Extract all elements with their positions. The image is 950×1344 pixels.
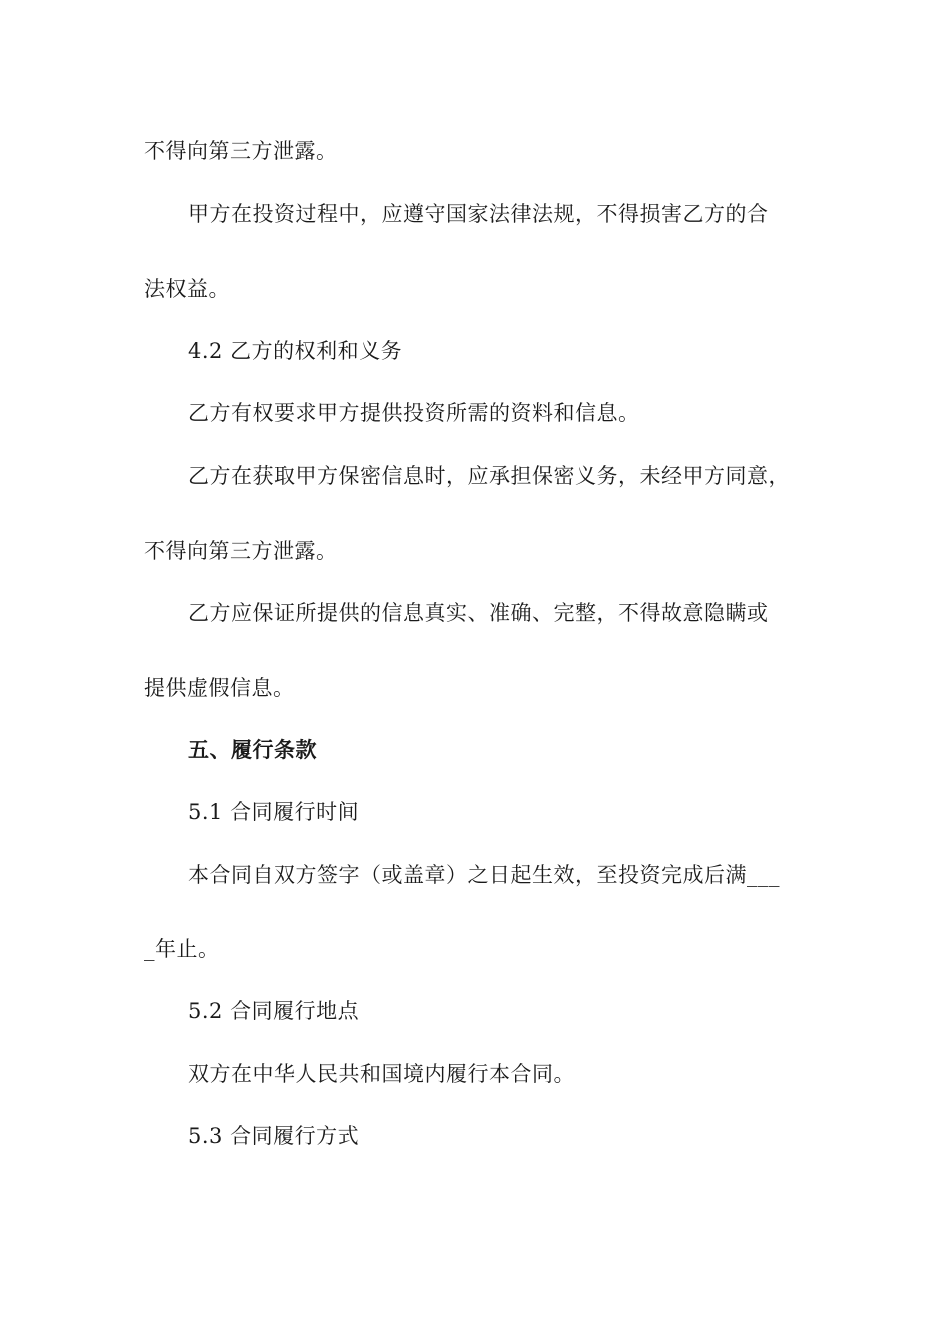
paragraph-line: 本合同自双方签字（或盖章）之日起生效，至投资完成后满___: [188, 863, 780, 887]
paragraph-line: 乙方在获取甲方保密信息时，应承担保密义务，未经甲方同意，: [188, 464, 790, 488]
paragraph-line: 提供虚假信息。: [144, 676, 295, 700]
paragraph-line: 甲方在投资过程中，应遵守国家法律法规，不得损害乙方的合: [188, 202, 769, 226]
section-heading: 4.2 乙方的权利和义务: [188, 339, 403, 363]
section-heading: 5.1 合同履行时间: [188, 800, 360, 824]
section-heading: 5.2 合同履行地点: [188, 999, 360, 1023]
paragraph-line: 不得向第三方泄露。: [144, 539, 338, 563]
paragraph-line: 乙方有权要求甲方提供投资所需的资料和信息。: [188, 401, 640, 425]
paragraph-line: 不得向第三方泄露。: [144, 139, 338, 163]
paragraph-line: _年止。: [144, 937, 220, 961]
chapter-heading: 五、履行条款: [188, 738, 317, 762]
paragraph-line: 法权益。: [144, 277, 230, 301]
section-heading: 5.3 合同履行方式: [188, 1124, 360, 1148]
paragraph-line: 乙方应保证所提供的信息真实、准确、完整，不得故意隐瞒或: [188, 601, 769, 625]
paragraph-line: 双方在中华人民共和国境内履行本合同。: [188, 1062, 575, 1086]
